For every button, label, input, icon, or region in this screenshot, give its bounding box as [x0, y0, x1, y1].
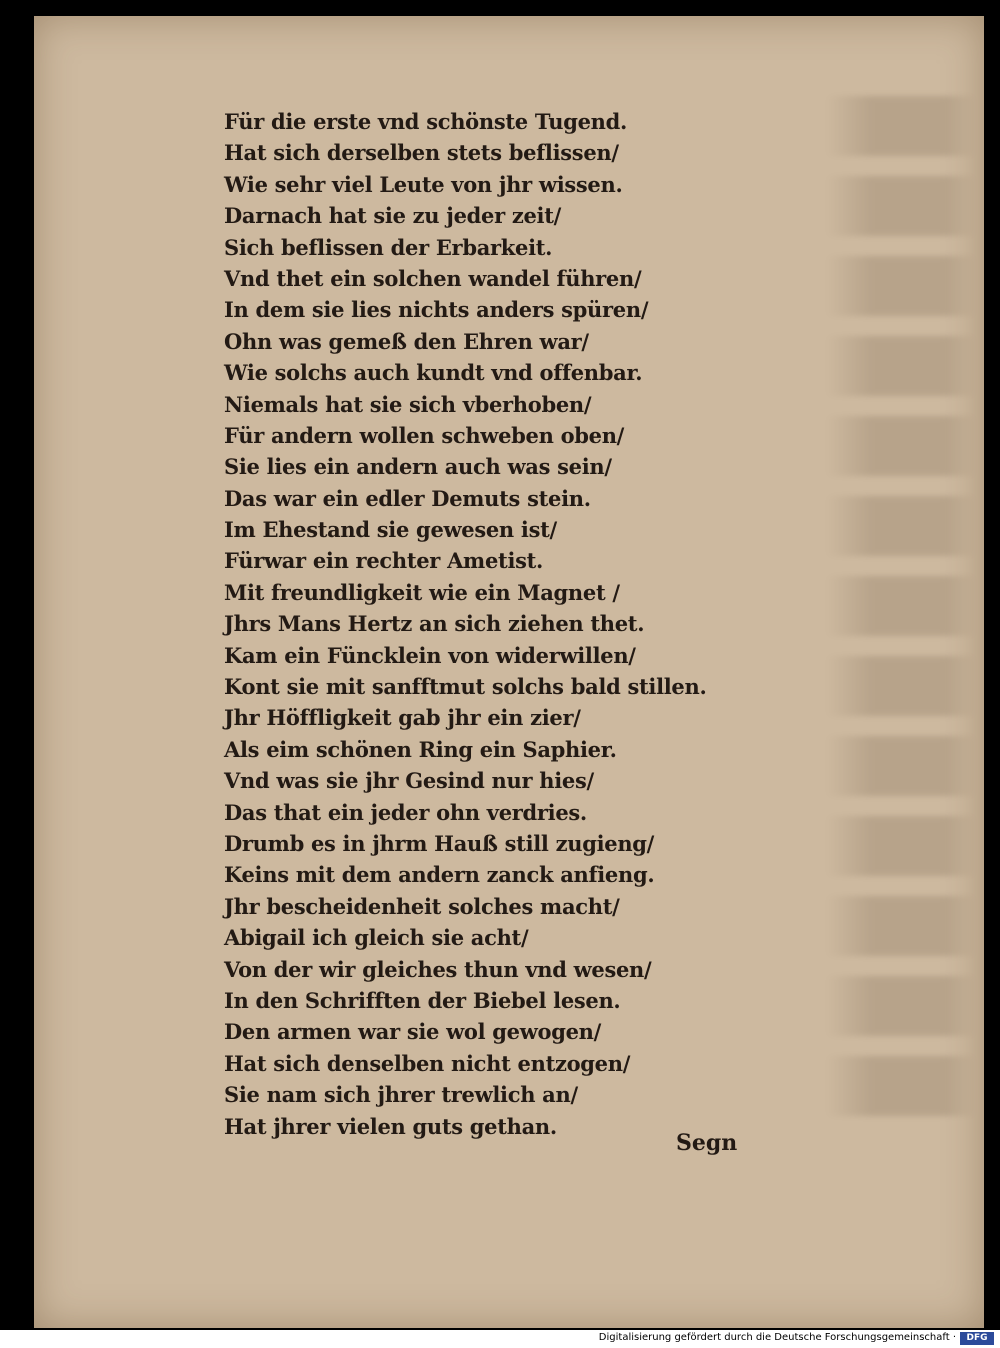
verse-line: Vnd was sie jhr Gesind nur hies/ — [224, 768, 594, 794]
verse-line: Von der wir gleiches thun vnd wesen/ — [224, 956, 652, 982]
verse-line: Sie lies ein andern auch was sein/ — [224, 454, 612, 480]
verse-line: Sie nam sich jhrer trewlich an/ — [224, 1082, 578, 1108]
verse-line: Hat sich derselben stets beflissen/ — [224, 140, 619, 166]
verse-line: Das that ein jeder ohn verdries. — [224, 799, 587, 825]
footer-bar — [0, 1330, 1000, 1348]
funding-notice: Digitalisierung gefördert durch die Deutsche Forschungsgemeinschaft · — [598, 1332, 956, 1343]
verse-line: Sich beflissen der Erbarkeit. — [224, 234, 553, 260]
bleed-through-shadow — [826, 96, 976, 1146]
verse-line: Drumb es in jhrm Hauß still zugieng/ — [224, 830, 655, 856]
verse-line: Jhr bescheidenheit solches macht/ — [224, 893, 620, 919]
verse-line: Wie solchs auch kundt vnd offenbar. — [224, 360, 643, 386]
verse-line: Jhr Höffligkeit gab jhr ein zier/ — [224, 705, 581, 731]
verse-line: Kont sie mit sanfftmut solchs bald stillen. — [224, 674, 707, 700]
verse-line: Als eim schönen Ring ein Saphier. — [224, 736, 617, 762]
verse-line: Für andern wollen schweben oben/ — [224, 422, 625, 448]
verse-line: Wie sehr viel Leute von jhr wissen. — [224, 171, 623, 197]
verse-line: Jhrs Mans Hertz an sich ziehen thet. — [224, 611, 645, 637]
verse-line: Das war ein edler Demuts stein. — [224, 485, 591, 511]
verse-line: Kam ein Füncklein von widerwillen/ — [224, 642, 636, 668]
verse-list — [224, 106, 744, 1142]
verse-line: Hat sich denselben nicht entzogen/ — [224, 1050, 631, 1076]
verse-line: Für die erste vnd schönste Tugend. — [224, 109, 628, 134]
verse-line: Den armen war sie wol gewogen/ — [224, 1019, 601, 1045]
verse-line: Abigail ich gleich sie acht/ — [224, 925, 529, 951]
verse-line: Niemals hat sie sich vberhoben/ — [224, 391, 592, 417]
verse-line: Keins mit dem andern zanck anfieng. — [224, 862, 655, 888]
verse-line: Vnd thet ein solchen wandel führen/ — [224, 265, 642, 291]
verse-line: In dem sie lies nichts anders spüren/ — [224, 297, 649, 323]
verse-line: In den Schrifften der Biebel lesen. — [224, 987, 621, 1013]
catchword: Segn — [676, 1130, 738, 1156]
verse-line: Hat jhrer vielen guts gethan. — [224, 1113, 557, 1139]
verse-line: Im Ehestand sie gewesen ist/ — [224, 517, 557, 543]
dfg-logo: DFG — [960, 1332, 994, 1345]
verse-line: Fürwar ein rechter Ametist. — [224, 548, 544, 574]
verse-line: Darnach hat sie zu jeder zeit/ — [224, 203, 561, 229]
verse-line: Ohn was gemeß den Ehren war/ — [224, 328, 589, 354]
verse-line: Mit freundligkeit wie ein Magnet / — [224, 579, 620, 605]
